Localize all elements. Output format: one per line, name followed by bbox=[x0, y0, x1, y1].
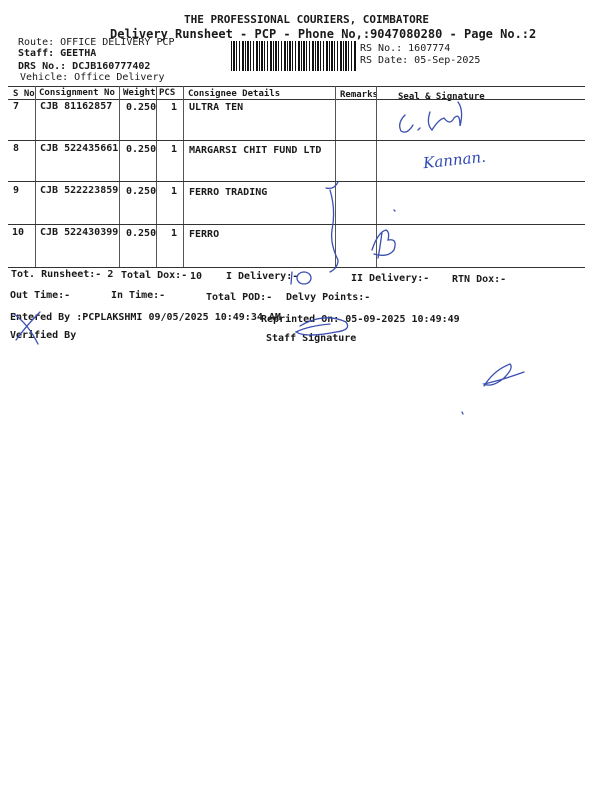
row-pcs: 1 bbox=[171, 186, 178, 197]
row-weight: 0.250 bbox=[126, 144, 157, 155]
ink-dot bbox=[462, 412, 463, 414]
route-label: Route: OFFICE DELIVERY PCP bbox=[18, 37, 175, 48]
row-weight: 0.250 bbox=[126, 186, 157, 197]
col-header-sno: S No bbox=[13, 89, 35, 99]
row-consignment: CJB 522435661 bbox=[40, 143, 119, 154]
total-dox-value: 10 bbox=[190, 271, 203, 282]
i-delivery-mark-zero bbox=[297, 272, 311, 284]
ink-dot bbox=[394, 210, 395, 211]
col-header-weight: Weight bbox=[123, 88, 156, 98]
staff-signature-label: Staff Signature bbox=[266, 333, 357, 344]
total-pod-label: Total POD:- bbox=[206, 292, 273, 303]
row-sno: 7 bbox=[13, 101, 20, 112]
row-sno: 9 bbox=[13, 185, 20, 196]
reprinted-on: Reprinted On: 05-09-2025 10:49:49 bbox=[261, 314, 460, 325]
row-consignment: CJB 522430399 bbox=[40, 227, 119, 238]
col-header-pcs: PCS bbox=[159, 88, 176, 98]
staff-label: Staff: GEETHA bbox=[18, 48, 97, 59]
rs-date: RS Date: 05-Sep-2025 bbox=[360, 55, 481, 66]
bottom-signature bbox=[484, 364, 524, 386]
row-pcs: 1 bbox=[171, 102, 178, 113]
bracket-mark bbox=[326, 182, 338, 272]
col-header-remarks: Remarks bbox=[340, 90, 378, 100]
row-weight: 0.250 bbox=[126, 228, 157, 239]
x-mark bbox=[14, 312, 40, 344]
signature-row7 bbox=[400, 102, 462, 132]
drs-number: DRS No.: DCJB160777402 bbox=[18, 61, 151, 72]
row-sno: 10 bbox=[12, 227, 25, 238]
row-sno: 8 bbox=[13, 143, 20, 154]
vehicle-label: Vehicle: Office Delivery bbox=[20, 72, 165, 83]
rs-number: RS No.: 1607774 bbox=[360, 43, 451, 54]
entered-by: Entered By :PCPLAKSHMI 09/05/2025 10:49:34 AM bbox=[10, 312, 281, 323]
row-consignment: CJB 81162857 bbox=[40, 101, 113, 112]
company-title: THE PROFESSIONAL COURIERS, COIMBATORE bbox=[184, 13, 430, 26]
total-dox-label: Total Dox:- bbox=[121, 270, 188, 281]
col-header-consignment: Consignment No bbox=[39, 88, 115, 98]
row-consignee: MARGARSI CHIT FUND LTD bbox=[189, 145, 322, 156]
i-delivery-label: I Delivery:- bbox=[226, 271, 299, 282]
col-header-consignee: Consignee Details bbox=[188, 89, 281, 99]
row-consignee: ULTRA TEN bbox=[189, 102, 244, 113]
verified-by-label: Verified By bbox=[10, 330, 77, 341]
row-consignee: FERRO TRADING bbox=[189, 187, 268, 198]
runsheet-subtitle: Delivery Runsheet - PCP - Phone No,:9047080280 - Page No.:2 bbox=[110, 27, 537, 41]
rtn-dox-label: RTN Dox:- bbox=[452, 274, 507, 285]
staff-signature-scribble bbox=[296, 318, 348, 335]
ii-delivery-label: II Delivery:- bbox=[351, 273, 430, 284]
tot-runsheet: Tot. Runsheet:- 2 bbox=[11, 269, 114, 280]
row-consignee: FERRO bbox=[189, 229, 220, 240]
delvy-points-label: Delvy Points:- bbox=[286, 292, 371, 303]
signature-row10 bbox=[372, 230, 395, 258]
out-time-label: Out Time:- bbox=[10, 290, 71, 301]
row-weight: 0.250 bbox=[126, 102, 157, 113]
handwritten-kannan: Kannan. bbox=[422, 147, 487, 173]
i-delivery-mark-one bbox=[291, 272, 292, 284]
col-header-seal: Seal & Signature bbox=[398, 92, 485, 102]
row-pcs: 1 bbox=[171, 144, 178, 155]
row-pcs: 1 bbox=[171, 228, 178, 239]
in-time-label: In Time:- bbox=[111, 290, 166, 301]
row-consignment: CJB 522223859 bbox=[40, 185, 119, 196]
